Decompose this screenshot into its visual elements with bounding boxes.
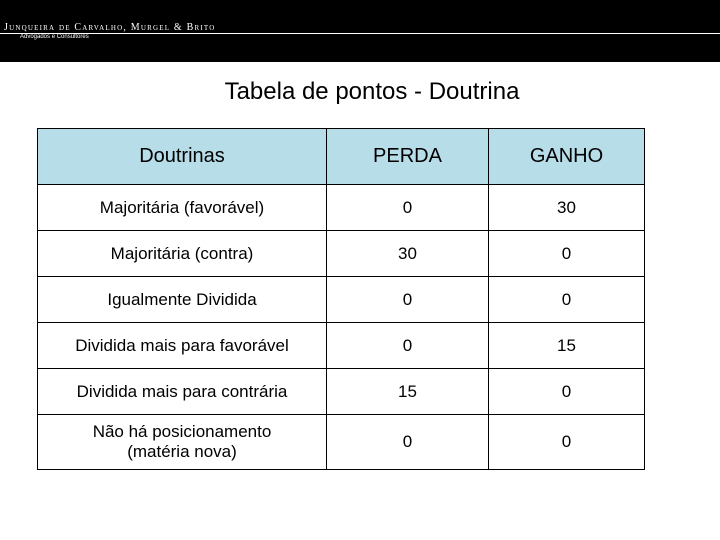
- perda-cell: 30: [327, 231, 489, 277]
- column-header-doutrinas: Doutrinas: [38, 129, 327, 185]
- doutrina-cell: Dividida mais para contrária: [38, 369, 327, 415]
- ganho-cell: 15: [489, 323, 645, 369]
- table-row: [38, 231, 645, 277]
- ganho-cell: 0: [489, 231, 645, 277]
- doutrina-cell: Dividida mais para favorável: [38, 323, 327, 369]
- doutrina-cell: Não há posicionamento (matéria nova): [38, 415, 327, 470]
- perda-cell: 0: [327, 415, 489, 470]
- table-row: [38, 369, 645, 415]
- header-bar: [0, 0, 720, 62]
- table-row: [38, 185, 645, 231]
- doutrina-cell: Igualmente Dividida: [38, 277, 327, 323]
- slide-title: Tabela de pontos - Doutrina: [224, 78, 520, 105]
- firm-tagline: Advogados e Consultores: [20, 34, 89, 40]
- table-header-row: [38, 129, 645, 185]
- table-row: [38, 277, 645, 323]
- column-header-ganho: GANHO: [489, 129, 645, 185]
- perda-cell: 0: [327, 277, 489, 323]
- doutrina-cell: Majoritária (contra): [38, 231, 327, 277]
- header-divider: [0, 33, 720, 34]
- firm-name: Junqueira de Carvalho, Murgel & Brito: [4, 22, 216, 33]
- ganho-cell: 0: [489, 415, 645, 470]
- ganho-cell: 30: [489, 185, 645, 231]
- table-row: [38, 415, 645, 470]
- ganho-cell: 0: [489, 369, 645, 415]
- column-header-perda: PERDA: [327, 129, 489, 185]
- points-table-container: [37, 128, 645, 470]
- perda-cell: 0: [327, 323, 489, 369]
- perda-cell: 15: [327, 369, 489, 415]
- table-row: [38, 323, 645, 369]
- points-table: [37, 128, 645, 470]
- doutrina-cell: Majoritária (favorável): [38, 185, 327, 231]
- perda-cell: 0: [327, 185, 489, 231]
- ganho-cell: 0: [489, 277, 645, 323]
